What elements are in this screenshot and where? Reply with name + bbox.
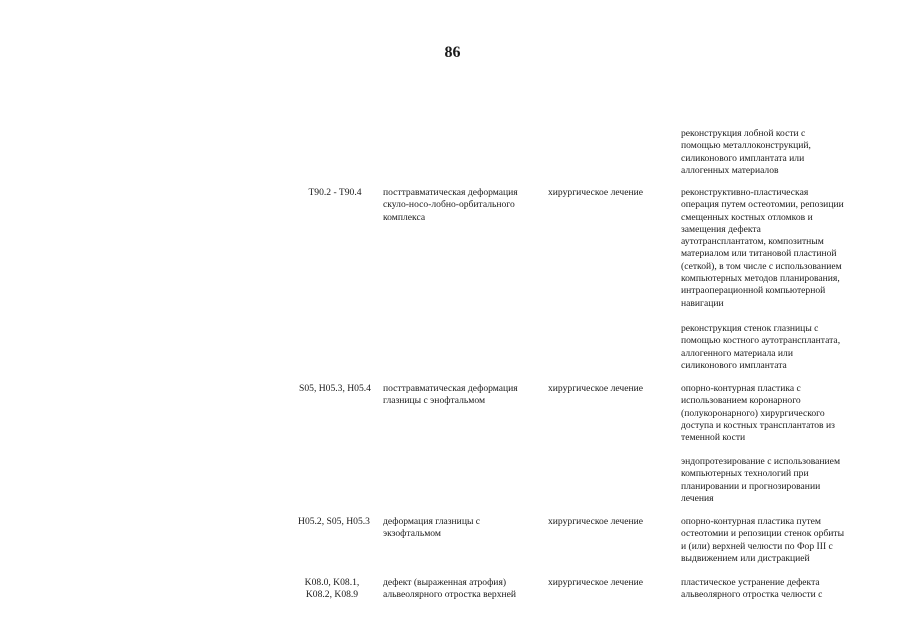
icd-code: H05.2, S05, H05.3 [298,516,370,527]
method-text: реконструкция лобной кости с помощью металлоконструкций, силиконового имплантата или аллогенных материалов [681,128,811,176]
diagnosis-text: посттравматическая деформация скуло-носо-лобно-орбитального комплекса [383,187,518,223]
icd-code: S05, H05.3, H05.4 [299,383,371,394]
method-text: опорно-контурная пластика с использованием коронарного (полукоронарного) хирургического доступа и костных трансплантатов из теменной кости [681,383,835,444]
treatment-type: хирургическое лечение [548,516,644,527]
icd-code: T90.2 - T90.4 [308,187,362,198]
treatment-type: хирургическое лечение [548,187,644,198]
treatment-type: хирургическое лечение [548,383,644,394]
method-text: пластическое устранение дефекта альвеолярного отростка челюсти с [681,577,823,601]
method-text: эндопротезирование с использованием компьютерных технологий при планировании и прогнозировании лечения [681,456,841,504]
diagnosis-text: посттравматическая деформация глазницы с энофтальмом [383,383,518,407]
method-text: реконструктивно-пластическая операция путем остеотомии, репозиции смещенных костных отломков и замещения дефекта аутотрансплантатом, композитным материалом или титановой пластиной (сеткой), в том числе с использованием компьютерных методов планирования, интраоперационной компьютерной навигации [681,187,844,309]
diagnosis-text: дефект (выраженная атрофия) альвеолярного отростка верхней [383,577,517,601]
icd-code: K08.0, K08.1, K08.2, K08.9 [304,577,360,601]
method-text: опорно-контурная пластика путем остеотомии и репозиции стенок орбиты и (или) верхней челюсти по Фор III с выдвижением или дистракцией [681,516,845,564]
page-number: 86 [444,44,461,61]
diagnosis-text: деформация глазницы с экзофтальмом [383,516,481,540]
method-text: реконструкция стенок глазницы с помощью костного аутотрансплантата, аллогенного материала или силиконового имплантата [681,323,841,371]
treatment-type: хирургическое лечение [548,577,644,588]
